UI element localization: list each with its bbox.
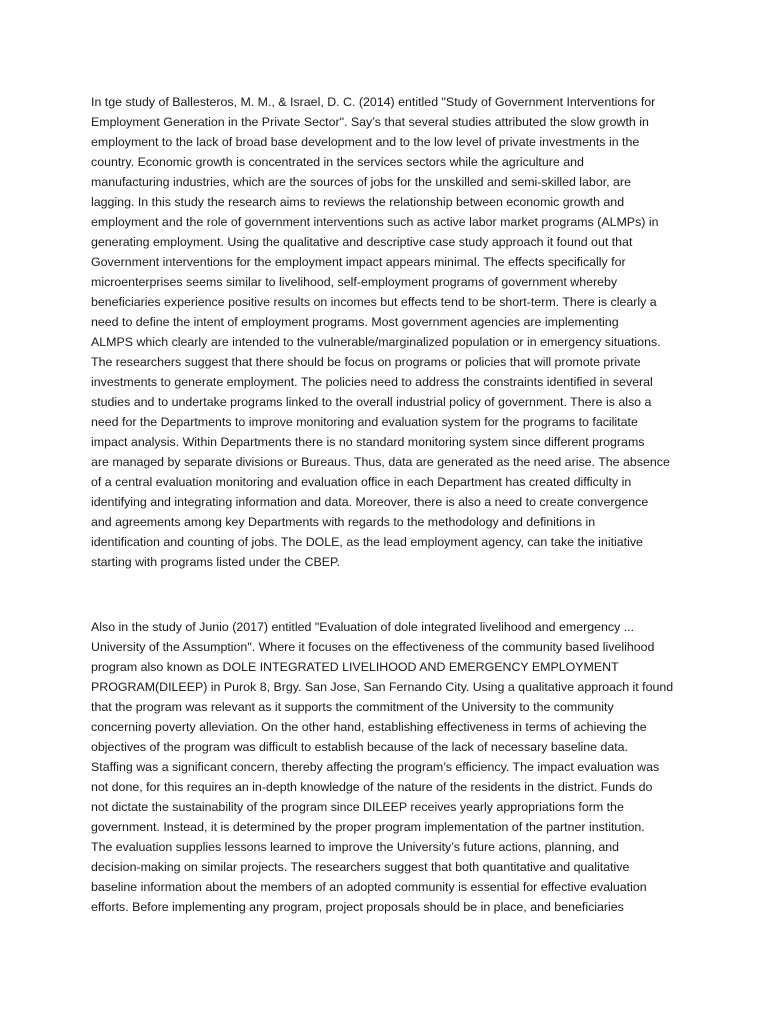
text-line: lagging. In this study the research aims to reviews the relationship between economic growth and — [91, 195, 625, 209]
text-line: objectives of the program was difficult to establish because of the lack of necessary baseline data. — [91, 740, 629, 754]
text-line: are managed by separate divisions or Bureaus. Thus, data are generated as the need arise. The absence — [91, 455, 670, 469]
text-line: manufacturing industries, which are the sources of jobs for the unskilled and semi-skilled labor, are — [91, 175, 631, 189]
text-line: impact analysis. Within Departments there is no standard monitoring system since different programs — [91, 435, 645, 449]
text-line: not dictate the sustainability of the program since DILEEP receives yearly appropriations form the — [91, 800, 624, 814]
text-line: The researchers suggest that there should be focus on programs or policies that will promote private — [91, 355, 641, 369]
text-line: decision-making on similar projects. The researchers suggest that both quantitative and qualitative — [91, 860, 630, 874]
text-line: Also in the study of Junio (2017) entitled "Evaluation of dole integrated livelihood and emergency ... — [91, 620, 635, 634]
text-line: The evaluation supplies lessons learned to improve the University’s future actions, planning, and — [91, 840, 620, 854]
text-line: ALMPS which clearly are intended to the vulnerable/marginalized population or in emergency situations. — [91, 335, 661, 349]
text-line: University of the Assumption". Where it focuses on the effectiveness of the community based livelihood — [91, 640, 655, 654]
text-line: identifying and integrating information and data. Moreover, there is also a need to create convergence — [91, 495, 649, 509]
text-line: country. Economic growth is concentrated in the services sectors while the agriculture and — [91, 155, 584, 169]
text-line: program also known as DOLE INTEGRATED LIVELIHOOD AND EMERGENCY EMPLOYMENT — [91, 660, 619, 674]
text-line: investments to generate employment. The policies need to address the constraints identified in several — [91, 375, 653, 389]
text-line: Staffing was a significant concern, thereby affecting the program’s efficiency. The impact evaluation was — [91, 760, 660, 774]
text-line: concerning poverty alleviation. On the other hand, establishing effectiveness in terms of achieving the — [91, 720, 647, 734]
text-line: government. Instead, it is determined by the proper program implementation of the partner institution. — [91, 820, 645, 834]
text-line: not done, for this requires an in-depth knowledge of the nature of the residents in the district. Funds do — [91, 780, 653, 794]
text-line: employment to the lack of broad base development and to the low level of private investments in the — [91, 135, 640, 149]
text-line: generating employment. Using the qualitative and descriptive case study approach it found out that — [91, 235, 633, 249]
text-line: that the program was relevant as it supports the commitment of the University to the community — [91, 700, 614, 714]
text-line: In tge study of Ballesteros, M. M., & Israel, D. C. (2014) entitled "Study of Government Interventions for — [91, 95, 656, 109]
text-line: identification and counting of jobs. The DOLE, as the lead employment agency, can take the initiative — [91, 535, 643, 549]
text-line: efforts. Before implementing any program, project proposals should be in place, and beneficiaries — [91, 900, 624, 914]
text-line: microenterprises seems similar to livelihood, self-employment programs of government whereby — [91, 275, 618, 289]
paragraph-ballesteros-study — [91, 92, 691, 572]
text-line: employment and the role of government interventions such as active labor market programs (ALMPs) in — [91, 215, 659, 229]
text-line: of a central evaluation monitoring and evaluation office in each Department has created difficulty in — [91, 475, 632, 489]
text-line: Employment Generation in the Private Sector". Say’s that several studies attributed the slow growth in — [91, 115, 649, 129]
text-line: studies and to undertake programs linked to the overall industrial policy of government. There is also a — [91, 395, 652, 409]
text-line: beneficiaries experience positive results on incomes but effects tend to be short-term. There is clearly a — [91, 295, 657, 309]
paragraph-junio-study — [91, 617, 691, 917]
text-line: and agreements among key Departments with regards to the methodology and definitions in — [91, 515, 596, 529]
text-line: need to define the intent of employment programs. Most government agencies are implementing — [91, 315, 619, 329]
text-line: Government interventions for the employment impact appears minimal. The effects specifically for — [91, 255, 626, 269]
text-line: PROGRAM(DILEEP) in Purok 8, Brgy. San Jose, San Fernando City. Using a qualitative approach it found — [91, 680, 674, 694]
text-line: starting with programs listed under the CBEP. — [91, 555, 341, 569]
text-line: need for the Departments to improve monitoring and evaluation system for the programs to facilitate — [91, 415, 638, 429]
text-line: baseline information about the members of an adopted community is essential for effective evaluation — [91, 880, 647, 894]
